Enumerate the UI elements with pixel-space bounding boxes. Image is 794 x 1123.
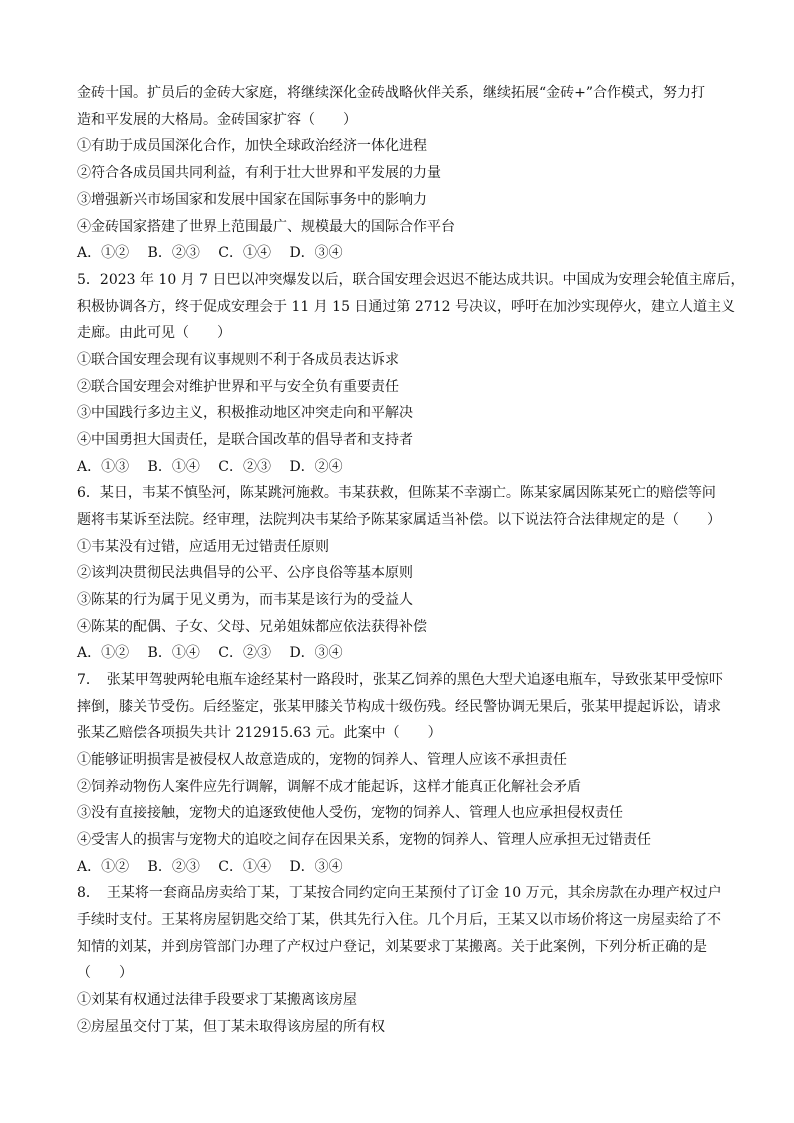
answer-blank: （ ） xyxy=(77,965,133,981)
question-7-stem: 7． 张某甲驾驶两轮电瓶车途经某村一路段时，张某乙饲养的黑色大型犬追逐电瓶车，导致张某甲受惊吓 xyxy=(77,672,723,688)
text-line: 张某乙赔偿各项损失共计 212915.63 元。此案中（ ） xyxy=(77,725,442,741)
text-line: 金砖十国。扩员后的金砖大家庭，将继续深化金砖战略伙伴关系，继续拓展“金砖+”合作模式，努力打 xyxy=(77,85,706,101)
option-line: ①能够证明损害是被侵权人故意造成的，宠物的饲养人、管理人应该不承担责任 xyxy=(77,752,567,768)
text-line: 摔倒，膝关节受伤。后经鉴定，张某甲膝关节构成十级伤残。经民警协调无果后，张某甲提起诉讼，请求 xyxy=(77,699,721,715)
option-line: ①联合国安理会现有议事规则不利于各成员表达诉求 xyxy=(77,352,399,368)
text-line: 知情的刘某，并到房管部门办理了产权过户登记，刘某要求丁某搬离。关于此案例，下列分析正确的是 xyxy=(77,939,707,955)
option-line: ④金砖国家搭建了世界上范围最广、规模最大的国际合作平台 xyxy=(77,219,455,235)
text-line: 题将韦某诉至法院。经审理，法院判决韦某给予陈某家属适当补偿。以下说法符合法律规定的是（ ） xyxy=(77,512,721,528)
text-line: 造和平发展的大格局。金砖国家扩容（ ） xyxy=(77,112,357,128)
text-line: 积极协调各方，终于促成安理会于 11 月 15 日通过第 2712 号决议，呼吁在加沙实现停火，建立人道主义 xyxy=(77,299,735,315)
question-6-stem: 6．某日，韦某不慎坠河，陈某跳河施救。韦某获救，但陈某不幸溺亡。陈某家属因陈某死亡的赔偿等问 xyxy=(77,485,716,501)
option-line: ②符合各成员国共同利益，有利于壮大世界和平发展的力量 xyxy=(77,165,441,181)
question-5-stem: 5．2023 年 10 月 7 日巴以冲突爆发以后，联合国安理会迟迟不能达成共识。中国成为安理会轮值主席后， xyxy=(77,272,745,288)
option-line: ②房屋虽交付丁某，但丁某未取得该房屋的所有权 xyxy=(77,1019,385,1035)
text-line: 走廊。由此可见（ ） xyxy=(77,325,231,341)
option-line: ①韦某没有过错，应适用无过错责任原则 xyxy=(77,539,329,555)
answer-choices: A．①② B．②③ C．①④ D．③④ xyxy=(77,859,343,875)
option-line: ③增强新兴市场国家和发展中国家在国际事务中的影响力 xyxy=(77,192,427,208)
option-line: ②饲养动物伤人案件应先行调解，调解不成才能起诉，这样才能真正化解社会矛盾 xyxy=(77,779,581,795)
option-line: ④中国勇担大国责任，是联合国改革的倡导者和支持者 xyxy=(77,432,413,448)
question-8-stem: 8． 王某将一套商品房卖给丁某，丁某按合同约定向王某预付了订金 10 万元，其余房款在办理产权过户 xyxy=(77,885,722,901)
answer-choices: A．①③ B．①④ C．②③ D．②④ xyxy=(77,459,343,475)
text-line: 手续时支付。王某将房屋钥匙交给丁某，供其先行入住。几个月后，王某又以市场价将这一房屋卖给了不 xyxy=(77,912,721,928)
answer-choices: A．①② B．①④ C．②③ D．③④ xyxy=(77,645,343,661)
option-line: ①有助于成员国深化合作，加快全球政治经济一体化进程 xyxy=(77,138,427,154)
option-line: ①刘某有权通过法律手段要求丁某搬离该房屋 xyxy=(77,992,357,1008)
option-line: ③陈某的行为属于见义勇为，而韦某是该行为的受益人 xyxy=(77,592,413,608)
option-line: ④陈某的配偶、子女、父母、兄弟姐妹都应依法获得补偿 xyxy=(77,619,427,635)
answer-choices: A．①② B．②③ C．①④ D．③④ xyxy=(77,245,343,261)
option-line: ②该判决贯彻民法典倡导的公平、公序良俗等基本原则 xyxy=(77,565,413,581)
option-line: ④受害人的损害与宠物犬的追咬之间存在因果关系，宠物的饲养人、管理人应承担无过错责任 xyxy=(77,832,651,848)
option-line: ③没有直接接触，宠物犬的追逐致使他人受伤，宠物的饲养人、管理人也应承担侵权责任 xyxy=(77,805,623,821)
option-line: ③中国践行多边主义，积极推动地区冲突走向和平解决 xyxy=(77,405,413,421)
option-line: ②联合国安理会对维护世界和平与安全负有重要责任 xyxy=(77,379,399,395)
